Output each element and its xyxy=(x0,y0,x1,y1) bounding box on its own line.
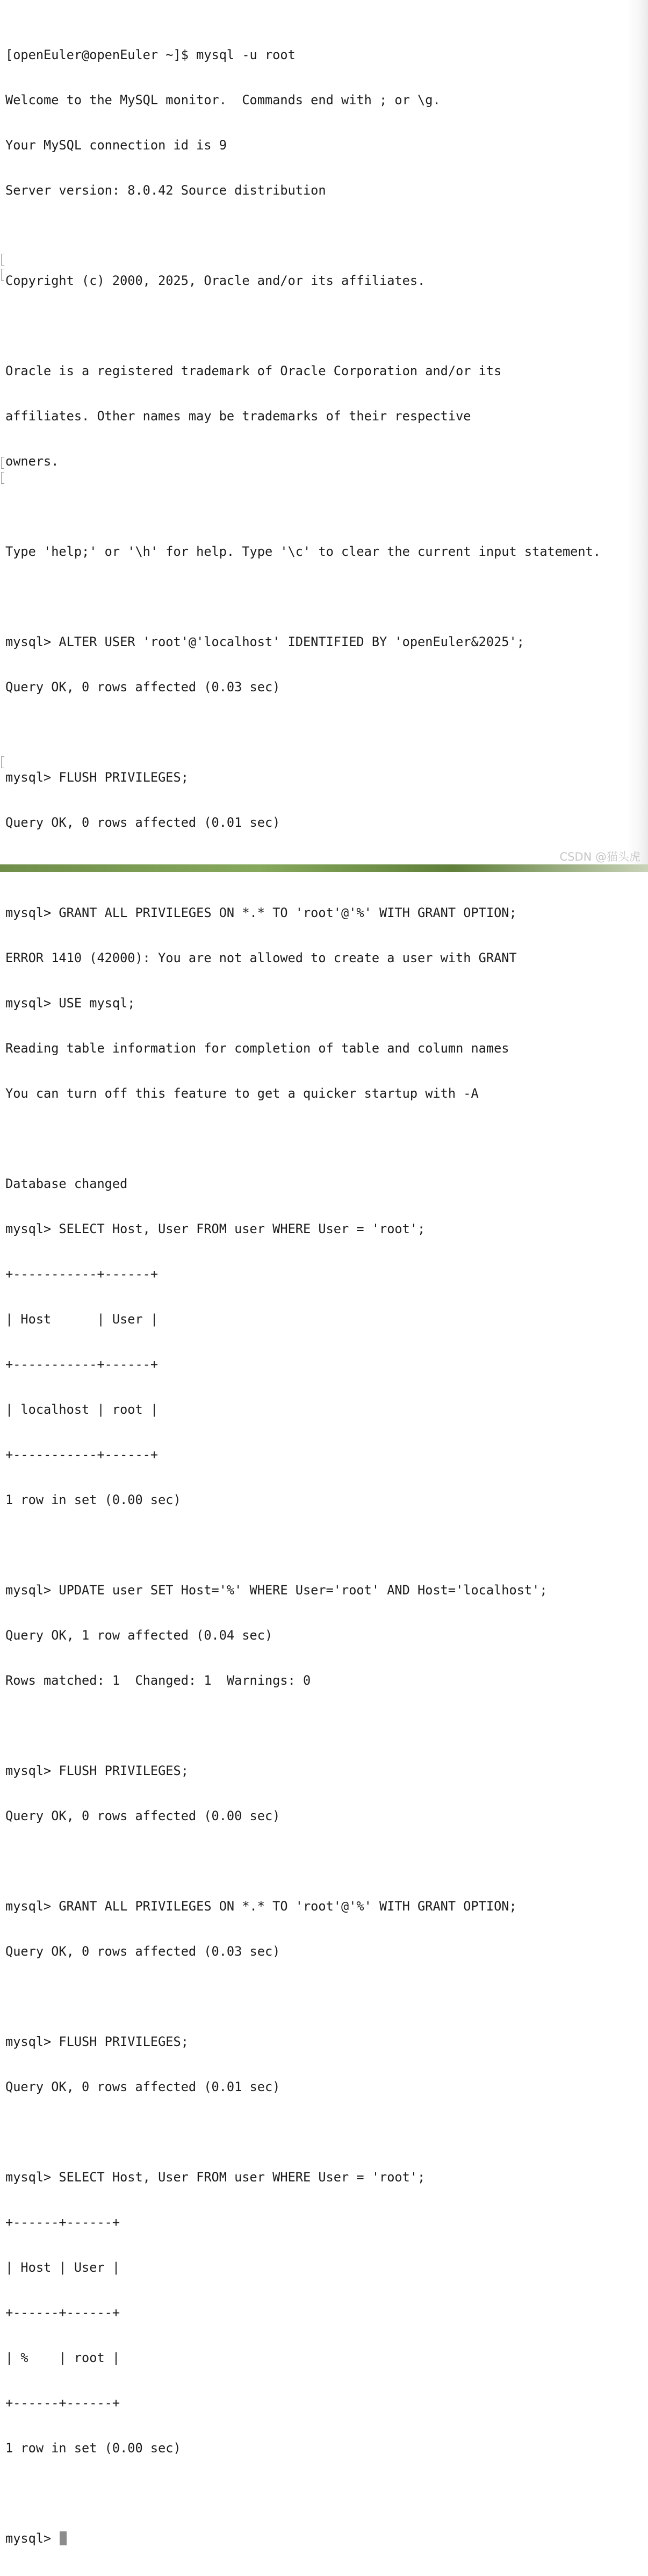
terminal-line: Reading table information for completion of table and column names xyxy=(5,1041,509,1056)
prompt-label: mysql> xyxy=(5,2531,59,2546)
table-border-line: +------+------+ xyxy=(5,2395,120,2410)
terminal-line: 1 row in set (0.00 sec) xyxy=(5,1492,181,1507)
terminal-line: Welcome to the MySQL monitor. Commands end with ; or \g. xyxy=(5,92,441,108)
terminal-line: ERROR 1410 (42000): You are not allowed to create a user with GRANT xyxy=(5,950,517,965)
line-mark xyxy=(1,756,4,768)
terminal-line: affiliates. Other names may be trademarks of their respective xyxy=(5,409,471,424)
terminal-line: mysql> FLUSH PRIVILEGES; xyxy=(5,2034,189,2049)
terminal-line xyxy=(5,499,639,514)
terminal-line: Query OK, 0 rows affected (0.00 sec) xyxy=(5,1808,280,1823)
terminal-line: Your MySQL connection id is 9 xyxy=(5,138,227,153)
terminal-line: mysql> ALTER USER 'root'@'localhost' IDENTIFIED BY 'openEuler&2025'; xyxy=(5,634,524,649)
line-mark xyxy=(1,269,4,281)
table-border-line: +-----------+------+ xyxy=(5,1447,159,1462)
terminal-line: Query OK, 1 row affected (0.04 sec) xyxy=(5,1628,273,1643)
terminal-line: Oracle is a registered trademark of Oracle Corporation and/or its xyxy=(5,363,502,378)
terminal-line: mysql> GRANT ALL PRIVILEGES ON *.* TO 'root'@'%' WITH GRANT OPTION; xyxy=(5,905,517,920)
terminal-line: mysql> USE mysql; xyxy=(5,996,135,1011)
terminal-line: [openEuler@openEuler ~]$ mysql -u root xyxy=(5,47,296,62)
terminal-line xyxy=(5,1989,639,2004)
desktop-background-strip xyxy=(0,864,648,872)
line-mark xyxy=(1,254,4,266)
terminal-line: mysql> SELECT Host, User FROM user WHERE User = 'root'; xyxy=(5,1221,426,1236)
window-shadow xyxy=(627,0,648,872)
terminal-line: Query OK, 0 rows affected (0.03 sec) xyxy=(5,1944,280,1959)
terminal-line xyxy=(5,318,639,333)
table-header-row: | Host | User | xyxy=(5,1312,159,1327)
terminal-line: mysql> SELECT Host, User FROM user WHERE User = 'root'; xyxy=(5,2170,426,2185)
table-row: | localhost | root | xyxy=(5,1402,159,1417)
command-prompt[interactable] xyxy=(5,2531,639,2546)
terminal-line: mysql> UPDATE user SET Host='%' WHERE User='root' AND Host='localhost'; xyxy=(5,1583,548,1598)
terminal-line: mysql> FLUSH PRIVILEGES; xyxy=(5,1763,189,1778)
terminal-line xyxy=(5,2124,639,2139)
terminal-line xyxy=(5,228,639,243)
table-border-line: +------+------+ xyxy=(5,2215,120,2230)
line-mark xyxy=(1,457,4,469)
terminal-line: Query OK, 0 rows affected (0.01 sec) xyxy=(5,815,280,830)
terminal-line: mysql> FLUSH PRIVILEGES; xyxy=(5,770,189,785)
terminal-line: mysql> GRANT ALL PRIVILEGES ON *.* TO 'root'@'%' WITH GRANT OPTION; xyxy=(5,1899,517,1914)
table-row: | % | root | xyxy=(5,2350,120,2365)
terminal-line xyxy=(5,725,639,740)
terminal-line: Type 'help;' or '\h' for help. Type '\c' to clear the current input statement. xyxy=(5,544,601,559)
table-border-line: +-----------+------+ xyxy=(5,1266,159,1282)
table-header-row: | Host | User | xyxy=(5,2260,120,2275)
table-border-line: +-----------+------+ xyxy=(5,1357,159,1372)
terminal-line: You can turn off this feature to get a quicker startup with -A xyxy=(5,1086,479,1101)
terminal-line xyxy=(5,1537,639,1552)
terminal-line xyxy=(5,1854,639,1869)
text-cursor xyxy=(60,2531,67,2545)
terminal-line xyxy=(5,1718,639,1733)
terminal-line: owners. xyxy=(5,454,59,469)
terminal-line xyxy=(5,2486,639,2501)
terminal-line: Copyright (c) 2000, 2025, Oracle and/or its affiliates. xyxy=(5,273,426,288)
watermark: CSDN @猫头虎 xyxy=(559,850,640,863)
terminal-line: Database changed xyxy=(5,1176,128,1191)
table-border-line: +------+------+ xyxy=(5,2305,120,2320)
line-mark xyxy=(1,472,4,484)
terminal-line xyxy=(5,589,639,604)
terminal-line xyxy=(5,1131,639,1146)
terminal-line: Server version: 8.0.42 Source distribution xyxy=(5,183,326,198)
terminal-line: Query OK, 0 rows affected (0.03 sec) xyxy=(5,679,280,695)
terminal-line: Query OK, 0 rows affected (0.01 sec) xyxy=(5,2079,280,2094)
terminal-output xyxy=(5,17,639,2576)
terminal-line: 1 row in set (0.00 sec) xyxy=(5,2441,181,2456)
terminal-line: Rows matched: 1 Changed: 1 Warnings: 0 xyxy=(5,1673,311,1688)
